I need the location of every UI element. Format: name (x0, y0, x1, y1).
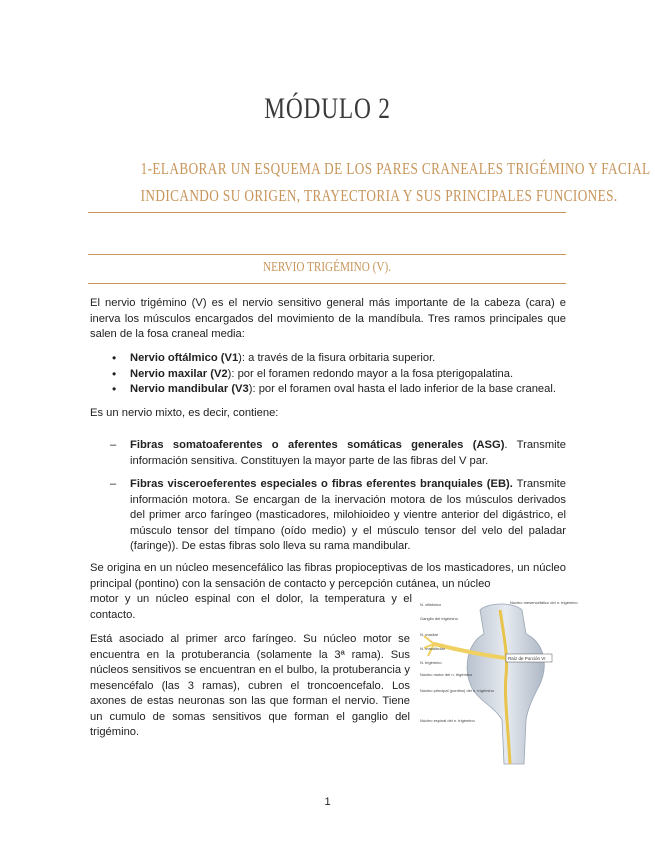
fiber-item (90, 438, 566, 469)
dash-marker: – (110, 478, 117, 490)
page-number: 1 (324, 796, 331, 808)
mixed-intro: Es un nervio mixto, es decir, contiene: (90, 407, 279, 419)
section-heading (88, 260, 566, 276)
page-title: MÓDULO 2 (264, 92, 391, 125)
subtitle-line-1: 1-ELABORAR UN ESQUEMA DE LOS PARES CRANEALES TRIGÉMINO Y FACIAL (140, 159, 651, 178)
origin-paragraph-bottom: motor y un núcleo espinal con el dolor, la temperatura y el contacto. (90, 593, 412, 621)
brainstem-illustration (418, 596, 578, 768)
figure-label: Raíz de Porción VI (508, 656, 546, 661)
section-heading-text: NERVIO TRIGÉMINO (V). (263, 260, 391, 275)
page-subtitle (88, 155, 651, 209)
fiber-list (90, 438, 566, 563)
figure-label: Núcleo mesencefálico del n. trigémino (510, 600, 578, 605)
branch-desc: ): por el foramen oval hasta el lado inferior de la base craneal. (248, 383, 556, 395)
fiber-desc: Transmite información motora. Se encargan de la inervación motora de los músculos derivados del primer arco faríngeo (masticadores, milohioideo y vientre anterior del digástrico, el músculo tensor del tímpano (oído medio) y el músculo tensor del velo del paladar (faringe)). De estas fibras solo lleva su rama mandibular. (130, 478, 566, 552)
figure-label: N. oftálmico (420, 602, 442, 607)
figure-label: Núcleo principal (pontino) del n. trigémino (420, 688, 494, 693)
branch-desc: ): a través de la fisura orbitaria superior. (238, 352, 436, 364)
arch-paragraph: Está asociado al primer arco faríngeo. Su núcleo motor se encuentra en la protuberancia (solamente la 3ª rama). Sus núcleos sensitivos se encuentran en el bulbo, la protuberancia y mesencéfalo (las 3 ramas), cubren el troncoencefalo. Los axones de estas neuronas son las que forman el nervio. Tiene un cumulo de somas sensitivos que forman el ganglio del trigémino. (90, 633, 410, 738)
section-top-divider (88, 254, 566, 255)
figure-label: Núcleo motor del n. trigémino (420, 672, 473, 677)
fiber-name: Fibras somatoaferentes o aferentes somáticas generales (ASG) (130, 439, 505, 451)
subtitle-divider (88, 212, 566, 213)
branch-list (90, 351, 566, 398)
intro-paragraph: El nervio trigémino (V) es el nervio sensitivo general más importante de la cabeza (cara) e inerva los músculos encargados del movimiento de la mandíbula. Tres ramos principales que salen de la fosa craneal media: (90, 297, 566, 340)
fiber-item (90, 477, 566, 555)
fiber-name: Fibras visceroeferentes especiales o fibras eferentes branquiales (EB). (130, 478, 513, 490)
branch-item (90, 382, 566, 398)
figure-label: N. trigémino (420, 660, 442, 665)
subtitle-line-2: INDICANDO SU ORIGEN, TRAYECTORIA Y SUS PRINCIPALES FUNCIONES. (140, 186, 618, 205)
branch-item (90, 351, 566, 367)
branch-name: Nervio maxilar (V2 (130, 367, 228, 380)
figure-label: Núcleo espinal del n. trigémino (420, 718, 475, 723)
branch-name: Nervio oftálmico (V1 (130, 352, 239, 364)
figure-label: N. mandibular (420, 646, 445, 651)
branch-item (90, 367, 566, 383)
branch-name: Nervio mandibular (V3 (130, 383, 249, 395)
branch-desc: ): por el foramen redondo mayor a la fosa pterigopalatina. (227, 367, 514, 380)
dash-marker: – (110, 439, 117, 451)
origin-paragraph-top: Se origina en un núcleo mesencefálico las fibras propioceptivas de los masticadores, un núcleo principal (pontino) con la sensación de contacto y percepción cutánea, un núcleo (90, 562, 566, 590)
brainstem-figure (418, 596, 578, 768)
figure-label: Ganglio del trigémino (420, 616, 458, 621)
section-bottom-divider (88, 283, 566, 284)
fiber-desc: . Transmite información sensitiva. Constituyen la mayor parte de las fibras del V par. (130, 439, 566, 467)
figure-label: N. maxilar (420, 632, 439, 637)
